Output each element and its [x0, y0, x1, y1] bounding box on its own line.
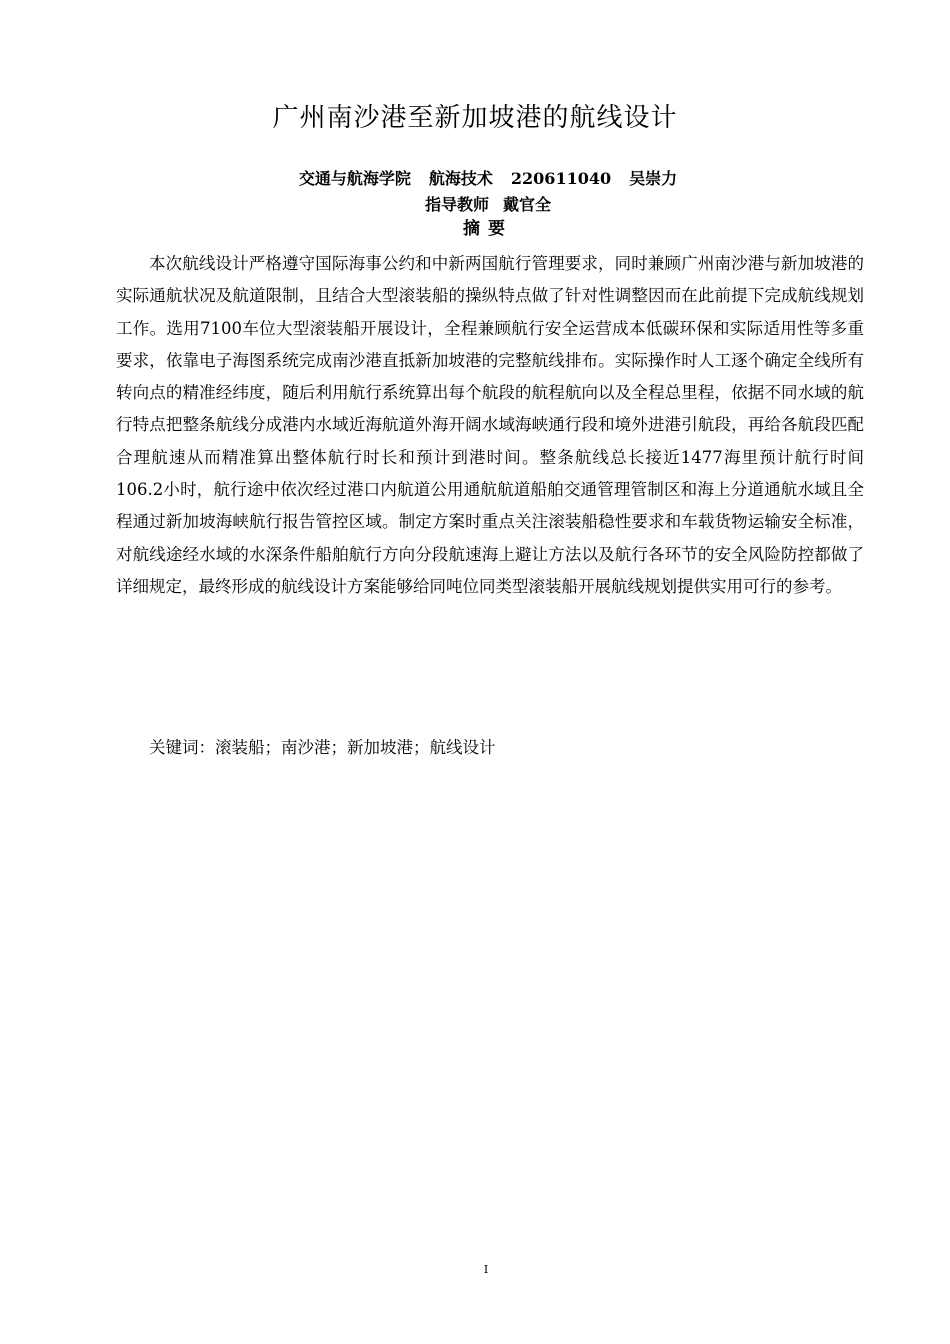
advisor-name: 戴官全: [503, 195, 552, 214]
abstract-heading: 摘要: [463, 219, 513, 239]
author-info: [0, 166, 950, 192]
author-major: 航海技术: [428, 169, 493, 188]
keywords-line: 关键词：滚装船；南沙港；新加坡港；航线设计: [149, 738, 496, 757]
paper-title: 广州南沙港至新加坡港的航线设计: [272, 103, 678, 133]
advisor-info: [0, 192, 950, 218]
author-school: 交通与航海学院: [298, 169, 411, 188]
page-number: I: [483, 1263, 489, 1276]
abstract-body: 本次航线设计严格遵守国际海事公约和中新两国航行管理要求，同时兼顾广州南沙港与新加坡港的实际通航状况及航道限制，且结合大型滚装船的操纵特点做了针对性调整因而在此前提下完成航线规划工作。选用7100车位大型滚装船开展设计，全程兼顾航行安全运营成本低碳环保和实际适用性等多重要求，依靠电子海图系统完成南沙港直抵新加坡港的完整航线排布。实际操作时人工逐个确定全线所有转向点的精准经纬度，随后利用航行系统算出每个航段的航程航向以及全程总里程，依据不同水域的航行特点把整条航线分成港内水域近海航道外海开阔水域海峡通行段和境外进港引航段，再给各航段匹配合理航速从而精准算出整体航行时长和预计到港时间。整条航线总长接近1477海里预计航行时间106.2小时，航行途中依次经过港口内航道公用通航航道船舶交通管理管制区和海上分道通航水域且全程通过新加坡海峡航行报告管控区域。制定方案时重点关注滚装船稳性要求和车载货物运输安全标准，对航线途经水域的水深条件船舶航行方向分段航速海上避让方法以及航行各环节的安全风险防控都做了详细规定，最终形成的航线设计方案能够给同吨位同类型滚装船开展航线规划提供实用可行的参考。: [116, 254, 864, 596]
advisor-label: 指导教师: [424, 195, 489, 214]
author-name: 吴崇力: [629, 169, 678, 188]
author-student-id: 220611040: [510, 169, 612, 188]
